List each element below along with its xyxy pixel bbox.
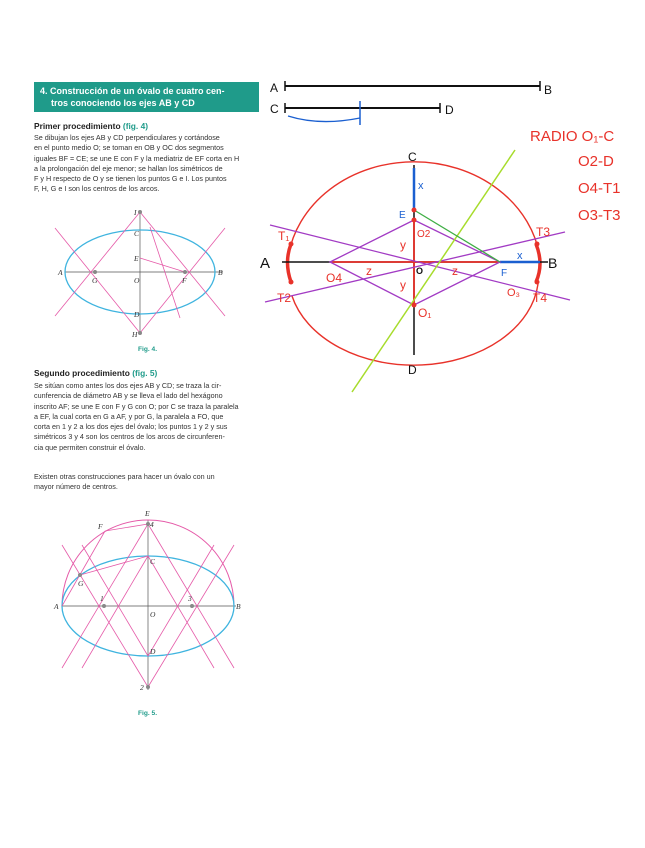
proc1-heading-text: Primer procedimiento [34,121,121,131]
section-title-line2: tros conociendo los ejes AB y CD [51,98,195,108]
fig5-label-a: A [54,602,59,611]
proc1-line: a la prolongación del eje menor; se hallan los simétricos de [34,163,223,173]
radio-note-line1: RADIO O₁-C [530,128,615,145]
fig4-label-a: A [58,268,63,277]
fig5-label-4: 4 [150,520,154,529]
hand-label-x2: x [517,250,523,262]
radio-notes [530,128,621,224]
hand-point-o2 [412,218,417,223]
fig5-label-d: D [150,647,156,656]
hand-label-o2: O2 [417,229,431,240]
hand-point-e [412,208,417,213]
hand-red-left-cap [288,244,292,282]
fig5-label-c: C [150,557,156,566]
fig5-construction-line [148,556,214,668]
fig5-label-o: O [150,610,156,619]
fig4-construction-line [55,228,140,333]
fig5-construction-line [82,556,148,668]
fig4-point-h [138,331,142,335]
fig4-label-b: B [218,268,223,277]
proc2-heading-text: Segundo procedimiento [34,368,130,378]
fig4-label-h: H [132,330,138,339]
hand-seg-c: C [270,102,279,116]
fig5-point-3 [190,604,194,608]
hand-label-t4: T4 [533,291,548,305]
fig4-caption: Fig. 4. [138,346,158,353]
hand-label-o3: O₃ [507,287,521,299]
fig5-point-g [78,573,82,577]
proc2-line: cunferencia de diámetro AB y se lleva el lado del hexágono [34,391,223,401]
fig4-construction-line [140,212,225,316]
hand-label-t3: T3 [536,225,551,239]
fig5-diagram [53,509,241,692]
fig4-label-f: F [182,276,187,285]
proc1-line: en el punto medio O; se toman en OB y OC dos segmentos [34,143,224,153]
fig4-bisector [150,227,180,318]
fig4-diagram [55,208,225,339]
proc2-line: a EF, la cual corta en G a AF, y por G, la paralela a FO, que [34,411,224,421]
hand-lime-bisector [352,150,515,392]
hand-label-f: F [501,268,508,279]
fig5-label-3: 3 [188,594,192,603]
hand-label-x1: x [418,180,424,192]
fig4-label-d: D [134,310,140,319]
hand-label-y2: y [400,278,406,292]
fig5-label-b: B [236,602,241,611]
proc1-fig-ref: (fig. 4) [122,121,149,131]
hand-seg-a: A [270,81,279,95]
fig4-point-g [93,270,97,274]
fig4-label-g: G [92,276,98,285]
hand-label-c: C [408,150,417,164]
fig4-point-i [138,210,142,214]
hand-label-o: O [416,266,424,276]
hand-label-a: A [260,255,271,272]
proc2-line: inscrito AF; se une E con F y G con O; por C se traza la paralela [34,401,239,411]
hand-red-lower-arc [292,284,538,365]
hand-seg-d: D [445,103,454,117]
fig4-label-e: E [134,254,139,263]
fig5-label-g: G [78,579,84,588]
proc2-extra-line: mayor número de centros. [34,482,118,492]
hand-label-o1: O₁ [418,306,432,320]
hand-oval-construction [260,150,570,392]
hand-label-z2: z [452,264,458,278]
proc2-extra-line: Existen otras construcciones para hacer un óvalo con un [34,472,215,481]
proc1-line: F, H, G e I son los centros de los arcos. [34,184,160,194]
hand-point-t4 [535,280,540,285]
hand-segments [270,81,552,125]
proc2-line: corta en 1 y 2 a los dos ejes del óvalo; los puntos 1 y 2 y sus [34,422,228,432]
hand-label-o1-left: O4 [326,271,343,285]
hand-seg-b: B [544,83,553,97]
fig5-construction-line [62,531,105,606]
proc1-line: F y H respecto de O y se tienen los puntos G e I. Los puntos [34,174,227,184]
fig5-label-2: 2 [140,683,144,692]
proc1-line: Se dibujan los ejes AB y CD perpendiculares y cortándose [34,133,220,142]
fig5-construction-line [62,524,148,668]
hand-label-d: D [408,363,417,377]
fig5-point-1 [102,604,106,608]
fig5-caption: Fig. 5. [138,710,158,717]
hand-point-t2 [289,280,294,285]
proc2-fig-ref: (fig. 5) [132,368,158,378]
fig5-label-e: E [145,509,150,518]
fig4-point-f [183,270,187,274]
section-title-line1: 4. Construcción de un óvalo de cuatro cen- [40,86,225,96]
hand-label-z1: z [366,264,372,278]
fig5-construction-line [148,545,234,687]
radio-note-line2: O2-D [578,153,614,170]
radio-note-line4: O3-T3 [578,207,621,224]
hand-blue-arc [288,116,360,122]
fig5-construction-line [105,524,148,531]
hand-point-t3 [535,242,540,247]
proc2-line: cia que permiten construir el óvalo. [34,442,146,452]
fig5-construction-line [82,545,148,656]
fig5-construction-line [148,545,214,656]
hand-point-o1 [412,303,417,308]
hand-label-t1: T₁ [278,229,290,243]
fig5-label-f: F [98,522,103,531]
hand-label-e: E [399,210,406,221]
radio-note-line3: O4-T1 [578,180,621,197]
hand-label-t2: T2 [277,291,292,305]
proc1-line: iguales BF = CE; se une E con F y la mediatriz de EF corta en H [34,153,240,163]
hand-label-b: B [548,255,558,271]
proc2-line: simétricos 3 y 4 son los centros de los arcos de circunferen- [34,432,225,442]
fig4-label-c: C [134,229,140,238]
fig5-label-1: 1 [100,594,104,603]
proc2-line: Se sitúan como antes los dos ejes AB y CD; se traza la cir- [34,381,222,390]
fig4-label-o: O [134,276,140,285]
hand-label-y1: y [400,238,406,252]
fig4-construction-line [55,212,140,316]
fig5-point-2 [146,685,150,689]
fig4-label-i: I [134,208,137,217]
fig5-construction-line [62,545,148,687]
